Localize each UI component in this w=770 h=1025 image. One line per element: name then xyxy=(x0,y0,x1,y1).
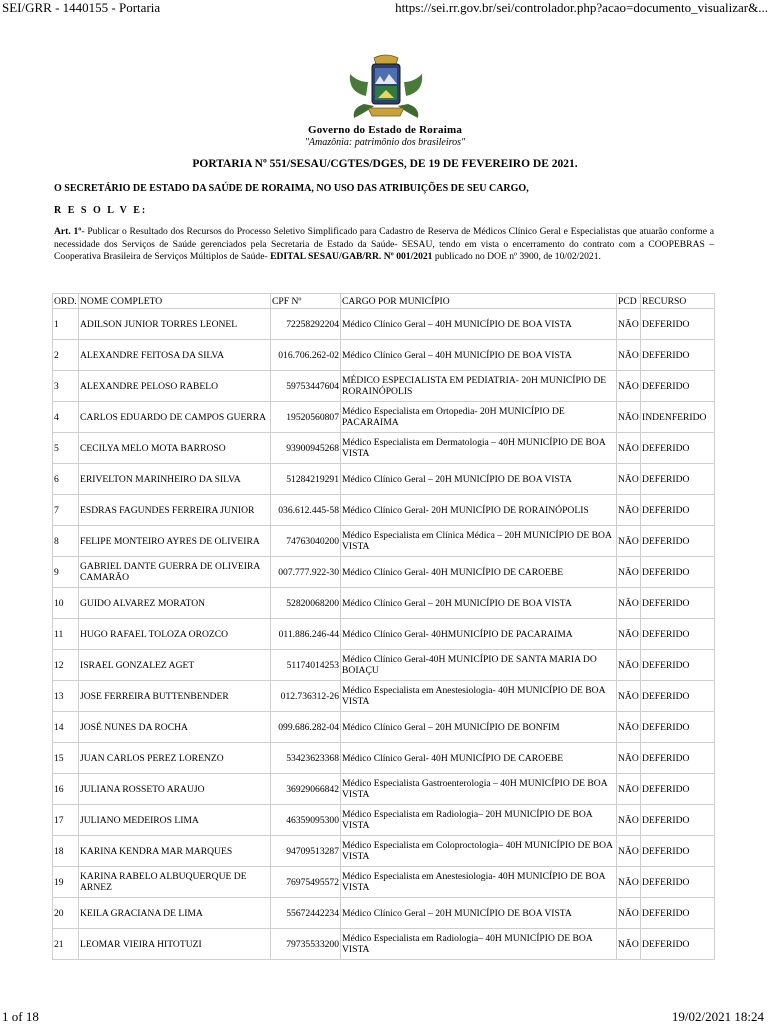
cell-name: JOSE FERREIRA BUTTENBENDER xyxy=(79,681,271,712)
cell-appeal: DEFERIDO xyxy=(641,526,715,557)
cell-name: ESDRAS FAGUNDES FERREIRA JUNIOR xyxy=(79,495,271,526)
cell-pcd: NÃO xyxy=(617,495,641,526)
cell-pcd: NÃO xyxy=(617,867,641,898)
cell-name: LEOMAR VIEIRA HITOTUZI xyxy=(79,929,271,960)
cell-cpf: 94709513287 xyxy=(271,836,341,867)
cell-cpf: 36929066842 xyxy=(271,774,341,805)
cell-ord: 7 xyxy=(53,495,79,526)
cell-pcd: NÃO xyxy=(617,898,641,929)
cell-appeal: DEFERIDO xyxy=(641,495,715,526)
cell-ord: 12 xyxy=(53,650,79,681)
table-row xyxy=(53,557,715,588)
table-row xyxy=(53,898,715,929)
cell-pcd: NÃO xyxy=(617,836,641,867)
table-row xyxy=(53,805,715,836)
cell-pcd: NÃO xyxy=(617,464,641,495)
cell-ord: 10 xyxy=(53,588,79,619)
table-row xyxy=(53,464,715,495)
cell-position: Médico Especialista em Ortopedia- 20H MUNICÍPIO DE PACARAIMA xyxy=(341,402,617,433)
cell-cpf: 76975495572 xyxy=(271,867,341,898)
cell-ord: 19 xyxy=(53,867,79,898)
resolve-heading: R E S O L V E: xyxy=(54,205,148,216)
cell-pcd: NÃO xyxy=(617,650,641,681)
cell-appeal: DEFERIDO xyxy=(641,836,715,867)
government-motto: "Amazônia: patrimônio dos brasileiros" xyxy=(304,137,466,148)
cell-pcd: NÃO xyxy=(617,743,641,774)
cell-position: Médico Clínico Geral- 40H MUNICÍPIO DE CAROEBE xyxy=(341,557,617,588)
cell-appeal: DEFERIDO xyxy=(641,464,715,495)
results-table xyxy=(52,293,715,960)
cell-pcd: NÃO xyxy=(617,340,641,371)
cell-name: FELIPE MONTEIRO AYRES DE OLIVEIRA xyxy=(79,526,271,557)
cell-appeal: DEFERIDO xyxy=(641,743,715,774)
table-row xyxy=(53,340,715,371)
cell-position: Médico Especialista em Coloproctologia– 40H MUNICÍPIO DE BOA VISTA xyxy=(341,836,617,867)
cell-position: Médico Clínico Geral – 20H MUNICÍPIO DE BOA VISTA xyxy=(341,464,617,495)
table-row xyxy=(53,402,715,433)
cell-position: Médico Especialista em Dermatologia – 40H MUNICÍPIO DE BOA VISTA xyxy=(341,433,617,464)
table-row xyxy=(53,743,715,774)
cell-name: KARINA KENDRA MAR MARQUES xyxy=(79,836,271,867)
table-header-row xyxy=(53,294,715,309)
cell-cpf: 79735533200 xyxy=(271,929,341,960)
cell-ord: 1 xyxy=(53,309,79,340)
cell-appeal: DEFERIDO xyxy=(641,588,715,619)
cell-pcd: NÃO xyxy=(617,526,641,557)
cell-cpf: 099.686.282-04 xyxy=(271,712,341,743)
cell-ord: 5 xyxy=(53,433,79,464)
browser-url: https://sei.rr.gov.br/sei/controlador.php?acao=documento_visualizar&... xyxy=(395,0,768,15)
cell-appeal: DEFERIDO xyxy=(641,805,715,836)
cell-name: HUGO RAFAEL TOLOZA OROZCO xyxy=(79,619,271,650)
article-text: - Publicar o Resultado dos Recursos do Processo Seletivo Simplificado para Cadastro de Reserva de Médicos Clínico Geral e Especialistas que atuarão conforme a necessidade dos Serviços de Saúde gerenciados pela Secretaria de Estado da Saúde- SESAU, tendo em vista o encerramento do contrato com a COOPEBRAS – Cooperativa Brasileira de Serviços Múltiplos de Saúde- xyxy=(54,226,714,262)
cell-position: Médico Especialista em Anestesiologia- 40H MUNICÍPIO DE BOA VISTA xyxy=(341,681,617,712)
cell-name: ISRAEL GONZALEZ AGET xyxy=(79,650,271,681)
article-tail: publicado no DOE nº 3900, de 10/02/2021. xyxy=(432,251,601,262)
print-timestamp: 19/02/2021 18:24 xyxy=(671,1009,764,1024)
cell-appeal: DEFERIDO xyxy=(641,309,715,340)
table-row xyxy=(53,371,715,402)
cell-cpf: 007.777.922-30 xyxy=(271,557,341,588)
cell-ord: 16 xyxy=(53,774,79,805)
cell-pcd: NÃO xyxy=(617,619,641,650)
header-appeal: RECURSO xyxy=(641,294,715,309)
edital-reference: EDITAL SESAU/GAB/RR. Nº 001/2021 xyxy=(270,251,433,262)
cell-appeal: DEFERIDO xyxy=(641,867,715,898)
cell-appeal: DEFERIDO xyxy=(641,371,715,402)
header-pcd: PCD xyxy=(617,294,641,309)
cell-appeal: DEFERIDO xyxy=(641,898,715,929)
table-row xyxy=(53,867,715,898)
page-counter: 1 of 18 xyxy=(2,1009,39,1024)
cell-cpf: 012.736312-26 xyxy=(271,681,341,712)
cell-cpf: 036.612.445-58 xyxy=(271,495,341,526)
cell-appeal: DEFERIDO xyxy=(641,929,715,960)
cell-cpf: 011.886.246-44 xyxy=(271,619,341,650)
table-row xyxy=(53,774,715,805)
table-row xyxy=(53,309,715,340)
cell-ord: 8 xyxy=(53,526,79,557)
cell-ord: 15 xyxy=(53,743,79,774)
cell-pcd: NÃO xyxy=(617,712,641,743)
cell-appeal: DEFERIDO xyxy=(641,712,715,743)
cell-appeal: DEFERIDO xyxy=(641,619,715,650)
cell-position: Médico Clínico Geral – 40H MUNICÍPIO DE BOA VISTA xyxy=(341,340,617,371)
cell-cpf: 016.706.262-02 xyxy=(271,340,341,371)
cell-name: GUIDO ALVAREZ MORATON xyxy=(79,588,271,619)
document-title: PORTARIA Nº 551/SESAU/CGTES/DGES, DE 19 DE FEVEREIRO DE 2021. xyxy=(192,158,578,170)
table-row xyxy=(53,712,715,743)
cell-appeal: INDENFERIDO xyxy=(641,402,715,433)
cell-name: GABRIEL DANTE GUERRA DE OLIVEIRA CAMARÃO xyxy=(79,557,271,588)
cell-cpf: 72258292204 xyxy=(271,309,341,340)
header-name: NOME COMPLETO xyxy=(79,294,271,309)
cell-ord: 20 xyxy=(53,898,79,929)
cell-name: ALEXANDRE FEITOSA DA SILVA xyxy=(79,340,271,371)
cell-cpf: 51174014253 xyxy=(271,650,341,681)
cell-ord: 17 xyxy=(53,805,79,836)
article-paragraph xyxy=(54,226,714,264)
secretary-line: O SECRETÁRIO DE ESTADO DA SAÚDE DE RORAIMA, NO USO DAS ATRIBUIÇÕES DE SEU CARGO, xyxy=(54,183,529,194)
cell-pcd: NÃO xyxy=(617,433,641,464)
table-row xyxy=(53,619,715,650)
cell-name: ERIVELTON MARINHEIRO DA SILVA xyxy=(79,464,271,495)
cell-name: KEILA GRACIANA DE LIMA xyxy=(79,898,271,929)
cell-position: Médico Clínico Geral – 20H MUNICÍPIO DE BOA VISTA xyxy=(341,588,617,619)
cell-name: JUAN CARLOS PEREZ LORENZO xyxy=(79,743,271,774)
table-row xyxy=(53,650,715,681)
cell-name: ADILSON JUNIOR TORRES LEONEL xyxy=(79,309,271,340)
government-name: Governo do Estado de Roraima xyxy=(307,124,463,136)
cell-position: Médico Clínico Geral – 20H MUNICÍPIO DE BONFIM xyxy=(341,712,617,743)
cell-position: Médico Clínico Geral- 20H MUNICÍPIO DE RORAINÓPOLIS xyxy=(341,495,617,526)
cell-appeal: DEFERIDO xyxy=(641,681,715,712)
cell-cpf: 59753447604 xyxy=(271,371,341,402)
cell-cpf: 52820068200 xyxy=(271,588,341,619)
cell-cpf: 93900945268 xyxy=(271,433,341,464)
cell-pcd: NÃO xyxy=(617,557,641,588)
cell-cpf: 74763040200 xyxy=(271,526,341,557)
cell-name: JULIANA ROSSETO ARAUJO xyxy=(79,774,271,805)
cell-position: Médico Especialista em Radiologia– 40H MUNICÍPIO DE BOA VISTA xyxy=(341,929,617,960)
cell-name: JOSÉ NUNES DA ROCHA xyxy=(79,712,271,743)
cell-name: KARINA RABELO ALBUQUERQUE DE ARNEZ xyxy=(79,867,271,898)
table-row xyxy=(53,929,715,960)
table-row xyxy=(53,526,715,557)
cell-position: Médico Especialista em Clínica Médica – 20H MUNICÍPIO DE BOA VISTA xyxy=(341,526,617,557)
cell-appeal: DEFERIDO xyxy=(641,650,715,681)
cell-cpf: 51284219291 xyxy=(271,464,341,495)
cell-name: JULIANO MEDEIROS LIMA xyxy=(79,805,271,836)
cell-position: Médico Clínico Geral- 40HMUNICÍPIO DE PACARAIMA xyxy=(341,619,617,650)
cell-position: Médico Especialista em Radiologia– 20H MUNICÍPIO DE BOA VISTA xyxy=(341,805,617,836)
table-row xyxy=(53,495,715,526)
cell-pcd: NÃO xyxy=(617,371,641,402)
cell-pcd: NÃO xyxy=(617,402,641,433)
cell-pcd: NÃO xyxy=(617,681,641,712)
cell-appeal: DEFERIDO xyxy=(641,774,715,805)
browser-tab-title: SEI/GRR - 1440155 - Portaria xyxy=(2,0,161,15)
cell-cpf: 19520560807 xyxy=(271,402,341,433)
cell-ord: 2 xyxy=(53,340,79,371)
cell-position: Médico Especialista Gastroenterologia – 40H MUNICÍPIO DE BOA VISTA xyxy=(341,774,617,805)
cell-ord: 3 xyxy=(53,371,79,402)
table-row xyxy=(53,681,715,712)
cell-position: Médico Clínico Geral- 40H MUNICÍPIO DE CAROEBE xyxy=(341,743,617,774)
cell-ord: 9 xyxy=(53,557,79,588)
cell-cpf: 55672442234 xyxy=(271,898,341,929)
cell-ord: 11 xyxy=(53,619,79,650)
cell-ord: 21 xyxy=(53,929,79,960)
table-row xyxy=(53,433,715,464)
cell-position: Médico Especialista em Anestesiologia- 40H MUNICÍPIO DE BOA VISTA xyxy=(341,867,617,898)
cell-name: CARLOS EDUARDO DE CAMPOS GUERRA xyxy=(79,402,271,433)
cell-ord: 6 xyxy=(53,464,79,495)
cell-ord: 14 xyxy=(53,712,79,743)
cell-pcd: NÃO xyxy=(617,805,641,836)
table-row xyxy=(53,836,715,867)
cell-cpf: 46359095300 xyxy=(271,805,341,836)
cell-name: ALEXANDRE PELOSO RABELO xyxy=(79,371,271,402)
cell-position: Médico Clínico Geral – 20H MUNICÍPIO DE BOA VISTA xyxy=(341,898,617,929)
cell-appeal: DEFERIDO xyxy=(641,433,715,464)
cell-pcd: NÃO xyxy=(617,774,641,805)
cell-position: Médico Clínico Geral-40H MUNICÍPIO DE SANTA MARIA DO BOIAÇU xyxy=(341,650,617,681)
cell-ord: 18 xyxy=(53,836,79,867)
cell-position: Médico Clínico Geral – 40H MUNICÍPIO DE BOA VISTA xyxy=(341,309,617,340)
state-coat-of-arms-icon xyxy=(344,52,428,124)
cell-name: CECILYA MELO MOTA BARROSO xyxy=(79,433,271,464)
cell-pcd: NÃO xyxy=(617,309,641,340)
cell-ord: 13 xyxy=(53,681,79,712)
cell-appeal: DEFERIDO xyxy=(641,557,715,588)
cell-pcd: NÃO xyxy=(617,929,641,960)
header-cpf: CPF Nº xyxy=(271,294,341,309)
cell-appeal: DEFERIDO xyxy=(641,340,715,371)
cell-pcd: NÃO xyxy=(617,588,641,619)
cell-position: MÉDICO ESPECIALISTA EM PEDIATRIA- 20H MUNICÍPIO DE RORAINÓPOLIS xyxy=(341,371,617,402)
article-label: Art. 1º xyxy=(54,226,82,237)
cell-ord: 4 xyxy=(53,402,79,433)
cell-cpf: 53423623368 xyxy=(271,743,341,774)
table-row xyxy=(53,588,715,619)
header-position: CARGO POR MUNICÍPIO xyxy=(341,294,617,309)
header-ord: ORD. xyxy=(54,295,77,307)
